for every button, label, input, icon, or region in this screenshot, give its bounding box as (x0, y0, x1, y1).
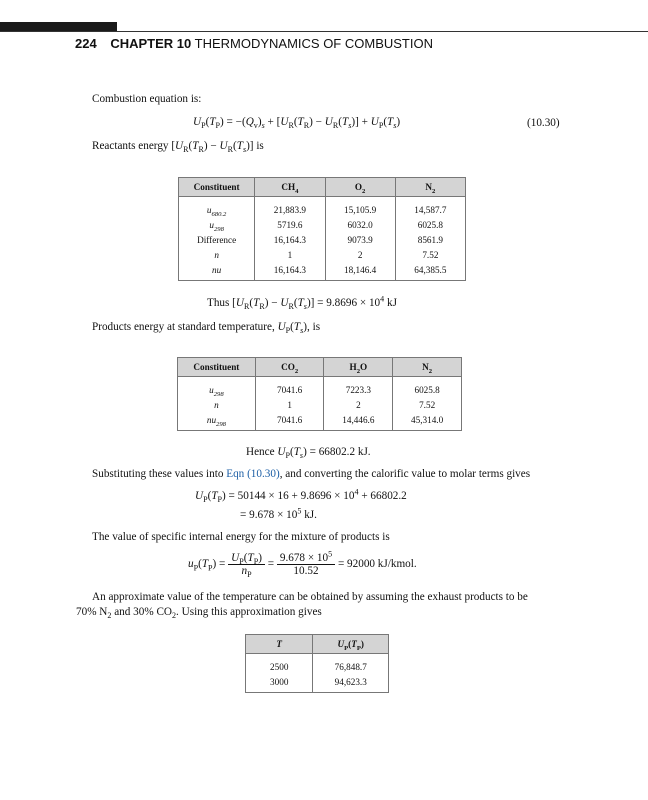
table-cell: 3000 (246, 674, 313, 693)
table-cell: 7.52 (395, 247, 465, 262)
table-row (246, 674, 389, 693)
table-cell: 1 (255, 247, 325, 262)
table-cell: 18,146.4 (325, 262, 395, 281)
header-constituent: Constituent (178, 358, 256, 377)
header-n2: $N_2$ (393, 358, 462, 377)
table-cell: 2500 (246, 654, 313, 675)
temperature-table (245, 634, 389, 693)
table-cell: 7041.6 (255, 377, 324, 398)
products-table (177, 357, 462, 431)
energy-equation-line2: = $9.678 \times 10^5$ kJ. (240, 506, 317, 521)
header-rule (0, 31, 648, 32)
table-cell: 1 (255, 397, 324, 412)
table-row (179, 247, 466, 262)
chapter-label: CHAPTER 10 (110, 36, 192, 51)
table-cell: 2 (324, 397, 393, 412)
reactants-table (178, 177, 466, 281)
row-label: $u_{298}$ (179, 217, 255, 232)
running-header (75, 36, 433, 51)
specific-energy-equation: $u_P(T_P)$ = $\frac{U_P(T_P)}{n_P}$ = $\frac{9.678 \times 10^5}{10.52}$ = 92000 kJ/kmol. (188, 549, 417, 580)
chapter-title: THERMODYNAMICS OF COMBUSTION (194, 36, 433, 51)
equation-number: (10.30) (527, 117, 560, 129)
header-n2: $N_2$ (395, 178, 465, 197)
table-cell: 7041.6 (255, 412, 324, 431)
row-label: $u_{298}$ (178, 377, 256, 398)
energy-equation-line1: $U_P(T_P) = 50144 \times 16 + 9.8696 \times 10^4 + 66802.2$ (195, 487, 407, 505)
equation-link[interactable]: Eqn (10.30) (226, 468, 280, 480)
table-cell: 6025.8 (393, 377, 462, 398)
header-bar (0, 22, 117, 31)
table-cell: 76,848.7 (313, 654, 389, 675)
table-cell: 8561.9 (395, 232, 465, 247)
equation-10-30: $U_P(T_P) = -(Q_v)_s + [U_R(T_R) - U_R(T_s)] + U_P(T_s)$ (193, 116, 401, 131)
table-row (178, 377, 462, 398)
subst-before: Substituting these values into (92, 468, 227, 480)
substituting-line (92, 468, 530, 480)
header-o2: $O_2$ (325, 178, 395, 197)
table-cell: 14,446.6 (324, 412, 393, 431)
header-ch4: $CH_4$ (255, 178, 325, 197)
combustion-intro: Combustion equation is: (92, 93, 202, 105)
table-row (178, 397, 462, 412)
specific-intro: The value of specific internal energy for the mixture of products is (92, 531, 390, 543)
products-intro: Products energy at standard temperature, $U_P(T_s)$, is (92, 321, 321, 336)
table-row (179, 232, 466, 247)
table-cell: 5719.6 (255, 217, 325, 232)
subst-after: , and converting the calorific value to molar terms gives (279, 468, 531, 480)
row-label: $nu_{298}$ (178, 412, 256, 431)
thus-line: Thus $[U_R(T_R) - U_R(T_s)] = 9.8696 \times 10^4$ kJ (207, 294, 397, 312)
approx-line1: An approximate value of the temperature can be obtained by assuming the exhaust products to be (92, 591, 528, 603)
table-cell: 21,883.9 (255, 197, 325, 218)
table-cell: 16,164.3 (255, 232, 325, 247)
row-label: n (179, 247, 255, 262)
table-row (179, 197, 466, 218)
fraction-energy-over-moles: $\frac{U_P(T_P)}{n_P}$ (228, 552, 265, 577)
row-label: nu (179, 262, 255, 281)
table-cell: 9073.9 (325, 232, 395, 247)
hence-line: Hence $U_P(T_s) = 66802.2$ kJ. (246, 446, 371, 461)
header-temperature: T (246, 635, 313, 654)
header-co2: $CO_2$ (255, 358, 324, 377)
header-h2o: $H_2O$ (324, 358, 393, 377)
header-internal-energy: $U_P(T_P)$ (313, 635, 389, 654)
table-cell: 15,105.9 (325, 197, 395, 218)
table-cell: 2 (325, 247, 395, 262)
table-row (178, 412, 462, 431)
fraction-numeric: $\frac{9.678 \times 10^5}{10.52}$ (277, 552, 335, 577)
header-constituent: Constituent (179, 178, 255, 197)
table-row (179, 217, 466, 232)
products-header-row (178, 358, 462, 377)
table-cell: 7223.3 (324, 377, 393, 398)
row-label: Difference (179, 232, 255, 247)
row-label: n (178, 397, 256, 412)
table-cell: 6032.0 (325, 217, 395, 232)
temperature-header-row (246, 635, 389, 654)
page-number: 224 (75, 36, 97, 51)
table-cell: 45,314.0 (393, 412, 462, 431)
table-row (246, 654, 389, 675)
reactants-intro: Reactants energy $[U_R(T_R) - U_R(T_s)]$ is (92, 140, 264, 155)
table-cell: 64,385.5 (395, 262, 465, 281)
table-row (179, 262, 466, 281)
table-cell: 7.52 (393, 397, 462, 412)
table-cell: 14,587.7 (395, 197, 465, 218)
table-cell: 16,164.3 (255, 262, 325, 281)
row-label: $u_{680.2}$ (179, 197, 255, 218)
table-cell: 94,623.3 (313, 674, 389, 693)
approx-line2: 70% $N_2$ and 30% $CO_2$. Using this approximation gives (76, 606, 322, 621)
table-cell: 6025.8 (395, 217, 465, 232)
reactants-header-row (179, 178, 466, 197)
